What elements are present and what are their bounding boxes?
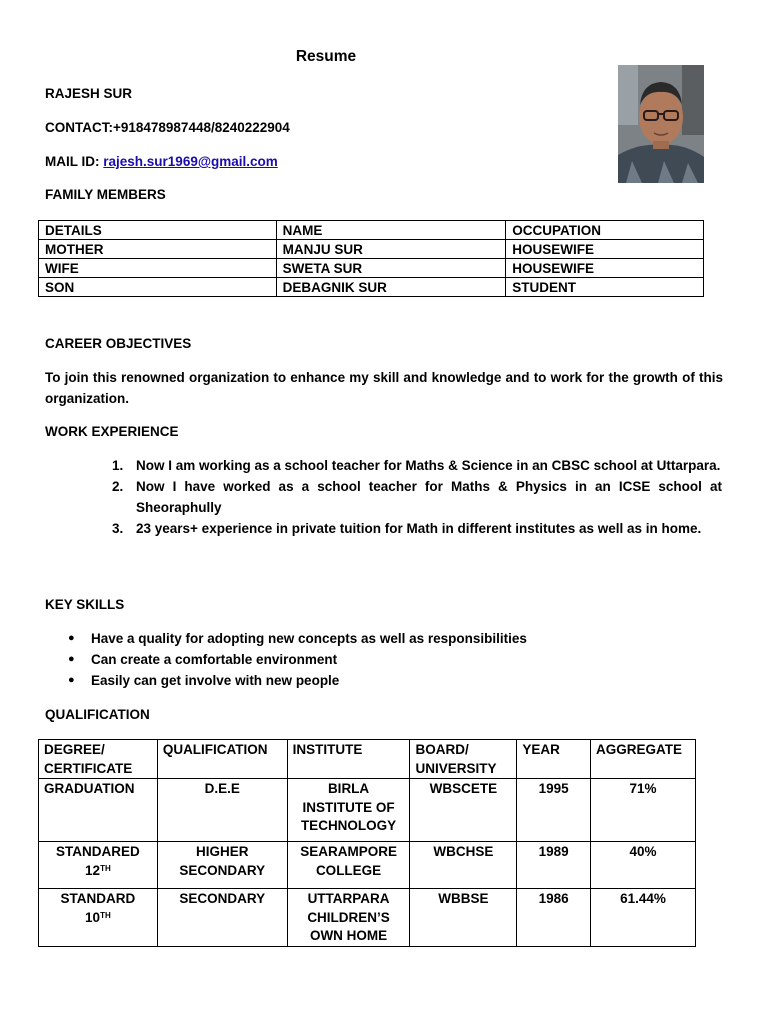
profile-photo-image [618,65,704,183]
table-cell: HOUSEWIFE [506,259,704,278]
table-header: OCCUPATION [506,221,704,240]
mail-line [45,154,278,169]
table-cell: D.E.E [157,779,287,842]
table-cell: WBBSE [410,889,517,947]
list-item-text: 23 years+ experience in private tuition for Math in different institutes as well as in home. [136,521,702,536]
table-header [39,740,158,779]
table-cell: WIFE [39,259,277,278]
table-cell [39,889,158,947]
table-row [39,779,696,842]
table-row [39,842,696,889]
cell-text: CHILDREN’S [307,909,390,925]
table-row [39,240,704,259]
list-item [110,518,722,539]
table-cell [287,889,410,947]
table-cell: 71% [591,779,696,842]
list-number: 1. [112,458,124,473]
list-item-text: Easily can get involve with new people [91,673,340,688]
qualification-heading: QUALIFICATION [45,707,150,722]
table-cell: 61.44% [591,889,696,947]
list-item-text: Now I am working as a school teacher for Maths & Science in an CBSC school at Uttarpara. [136,458,721,473]
table-cell: HOUSEWIFE [506,240,704,259]
bullet-icon: ● [68,632,75,644]
list-item-text: Can create a comfortable environment [91,652,338,667]
cell-text: 12 [85,862,101,878]
list-item-text: Now I have worked as a school teacher for Maths & Physics in an ICSE school at Sheoraphully [136,479,722,515]
family-heading: FAMILY MEMBERS [45,187,166,202]
table-header: DETAILS [39,221,277,240]
table-row [39,889,696,947]
list-item [110,476,722,518]
cell-text: STANDARED [56,844,140,859]
qualification-table [38,739,696,947]
list-item [66,628,527,649]
page-title: Resume [295,48,357,65]
list-item [66,649,527,670]
cell-text: SECONDARY [179,862,266,878]
superscript: TH [100,910,111,920]
header-text: DEGREE/ [44,742,105,757]
work-experience-list [110,455,722,539]
cell-text: STANDARD [60,891,136,906]
list-number: 3. [112,521,124,536]
table-cell: GRADUATION [39,779,158,842]
table-cell: 1989 [517,842,591,889]
table-cell: 40% [591,842,696,889]
cell-text: INSTITUTE OF [302,799,395,815]
table-cell: MANJU SUR [276,240,506,259]
header-text: BOARD/ [415,742,469,757]
table-header [410,740,517,779]
cell-text: OWN HOME [309,928,388,943]
table-cell: STUDENT [506,278,704,297]
mail-label: MAIL ID: [45,154,100,169]
table-header: NAME [276,221,506,240]
cell-text: SEARAMPORE [300,844,397,859]
work-heading: WORK EXPERIENCE [45,424,179,439]
header-text: CERTIFICATE [44,760,133,776]
candidate-name: RAJESH SUR [45,86,133,101]
list-item-text: Have a quality for adopting new concepts as well as responsibilities [91,631,527,646]
email-link[interactable]: rajesh.sur1969@gmail.com [103,154,278,169]
table-header: QUALIFICATION [157,740,287,779]
career-heading: CAREER OBJECTIVES [45,336,192,351]
table-cell: WBCHSE [410,842,517,889]
cell-text: 10 [85,909,101,925]
cell-text: TECHNOLOGY [300,818,397,833]
cell-text: HIGHER [195,844,249,859]
table-header-row [39,221,704,240]
table-cell: SWETA SUR [276,259,506,278]
table-row [39,278,704,297]
skills-heading: KEY SKILLS [45,597,125,612]
table-header: YEAR [517,740,591,779]
list-number: 2. [112,479,124,494]
table-cell: MOTHER [39,240,277,259]
table-cell [157,842,287,889]
table-cell: SON [39,278,277,297]
profile-photo [618,65,704,183]
career-objective-text: To join this renowned organization to enhance my skill and knowledge and to work for the growth of this organization. [45,370,723,406]
bullet-icon: ● [68,653,75,665]
cell-text: COLLEGE [315,862,382,878]
bullet-icon: ● [68,674,75,686]
table-cell: 1995 [517,779,591,842]
list-item [110,455,722,476]
superscript: TH [100,863,111,873]
table-cell [287,842,410,889]
list-item [66,670,527,691]
table-header-row [39,740,696,779]
table-cell: DEBAGNIK SUR [276,278,506,297]
cell-text: BIRLA [327,781,370,796]
skills-list [66,628,527,691]
table-header: INSTITUTE [287,740,410,779]
cell-text: UTTARPARA [307,891,390,906]
table-cell [287,779,410,842]
table-row [39,259,704,278]
table-cell: WBSCETE [410,779,517,842]
family-table [38,220,704,297]
contact-line: CONTACT:+918478987448/8240222904 [45,120,290,135]
table-cell [39,842,158,889]
table-cell: SECONDARY [157,889,287,947]
table-header: AGGREGATE [591,740,696,779]
table-cell: 1986 [517,889,591,947]
header-text: UNIVERSITY [415,760,497,776]
